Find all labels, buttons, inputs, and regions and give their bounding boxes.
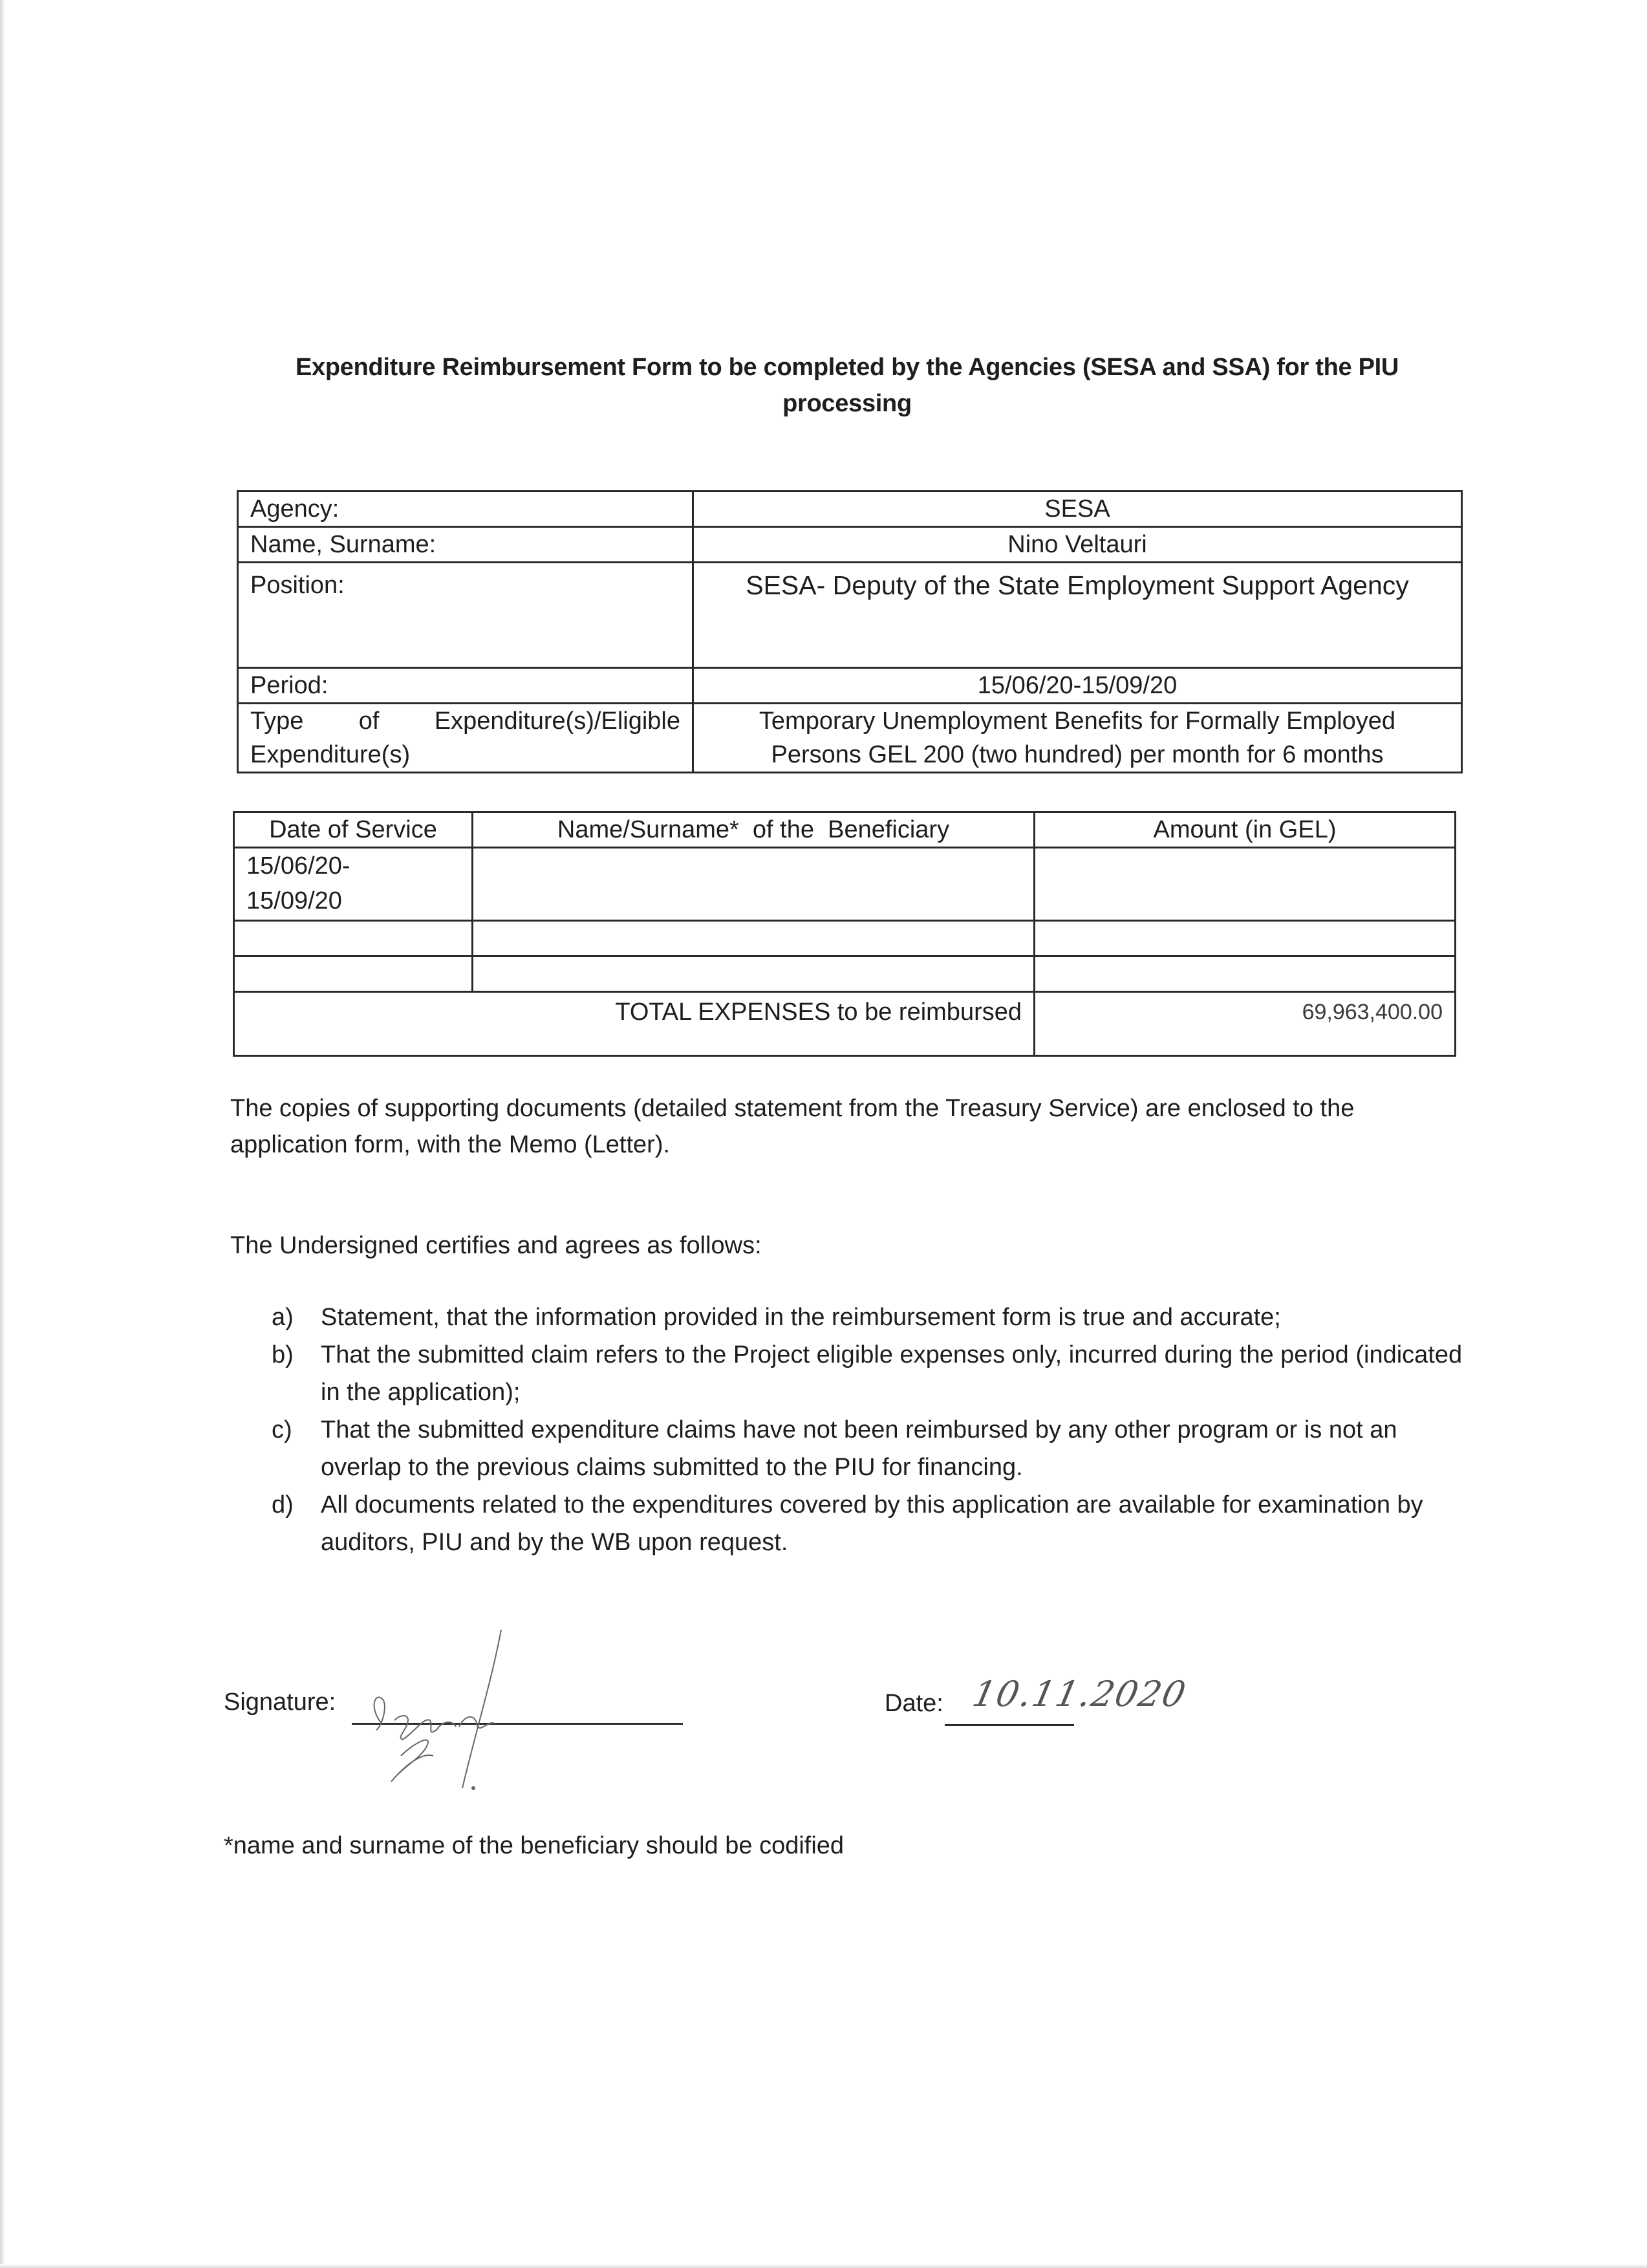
table-header-row [234, 812, 1456, 848]
expenditure-type-value [693, 704, 1462, 773]
list-item-letter: d) [272, 1491, 294, 1518]
list-item-text: That the submitted expenditure claims have not been reimbursed by any other program or is not an overlap to the previous claims submitted to the PIU for financing. [321, 1416, 1397, 1481]
date-of-service-cell [234, 848, 473, 921]
handwritten-signature [362, 1623, 608, 1791]
label-word: of [358, 707, 380, 735]
table-row [234, 921, 1456, 956]
table-row [234, 848, 1456, 921]
amount-cell [1035, 956, 1456, 992]
table-row-period [238, 668, 1462, 704]
header-date-of-service: Date of Service [234, 812, 473, 848]
list-item-letter: a) [272, 1304, 294, 1331]
date-of-service-cell [234, 921, 473, 956]
total-expenses-value: 69,963,400.00 [1035, 992, 1456, 1056]
header-amount: Amount (in GEL) [1035, 812, 1456, 848]
name-surname-value: Nino Veltauri [693, 527, 1462, 563]
date-line [945, 1724, 1074, 1726]
list-item-text: All documents related to the expenditures covered by this application are available for examination by auditors, PIU and by the WB upon request. [321, 1491, 1423, 1556]
beneficiary-name-cell [473, 848, 1035, 921]
scan-page-bottom-edge [0, 2264, 1647, 2268]
agency-value: SESA [693, 491, 1462, 527]
certifies-paragraph: The Undersigned certifies and agrees as follows: [230, 1232, 762, 1259]
list-item [272, 1336, 1474, 1411]
document-title: Expenditure Reimbursement Form to be completed by the Agencies (SESA and SSA) for the PIU processing [295, 354, 1399, 417]
expenditure-type-label-line2: Expenditure(s) [250, 741, 411, 768]
footnote: *name and surname of the beneficiary should be codified [224, 1832, 845, 1859]
list-item [272, 1486, 1474, 1561]
label-word: Expenditure(s)/Eligible [434, 707, 680, 735]
expenditure-type-label-line1 [250, 704, 680, 738]
name-surname-label: Name, Surname: [238, 527, 693, 563]
total-expenses-label: TOTAL EXPENSES to be reimbursed [234, 992, 1035, 1056]
beneficiary-table [233, 811, 1456, 1057]
table-row-name [238, 527, 1462, 563]
period-value: 15/06/20-15/09/20 [693, 668, 1462, 704]
amount-cell [1035, 921, 1456, 956]
header-beneficiary-name: Name/Surname* of the Beneficiary [473, 812, 1035, 848]
list-item-letter: b) [272, 1341, 294, 1368]
period-label: Period: [238, 668, 693, 704]
list-item-text: That the submitted claim refers to the Project eligible expenses only, incurred during the period (indicated in the application); [321, 1341, 1463, 1406]
date-line: 15/09/20 [246, 887, 342, 914]
table-row-agency [238, 491, 1462, 527]
date-label: Date: [885, 1690, 943, 1717]
list-item-letter: c) [272, 1416, 292, 1443]
beneficiary-name-cell [473, 956, 1035, 992]
expenditure-type-value-line1: Temporary Unemployment Benefits for Formally Employed [759, 707, 1396, 735]
beneficiary-name-cell [473, 921, 1035, 956]
scan-page-edge [0, 0, 5, 2268]
date-of-service-cell [234, 956, 473, 992]
handwritten-date: 10.11.2020 [969, 1674, 1190, 1714]
expenditure-type-label [238, 704, 693, 773]
agency-label: Agency: [238, 491, 693, 527]
expenditure-type-value-line2: Persons GEL 200 (two hundred) per month for 6 months [771, 741, 1384, 768]
position-label: Position: [238, 563, 693, 668]
agency-info-table [237, 490, 1463, 773]
amount-cell [1035, 848, 1456, 921]
signature-label: Signature: [224, 1689, 336, 1716]
table-row [234, 956, 1456, 992]
list-item [272, 1299, 1474, 1336]
list-item [272, 1411, 1474, 1486]
table-row-position [238, 563, 1462, 668]
position-value: SESA- Deputy of the State Employment Support Agency [693, 563, 1462, 668]
label-word: Type [250, 707, 304, 735]
date-line: 15/06/20- [246, 852, 350, 880]
total-row [234, 992, 1456, 1056]
table-row-expenditure-type [238, 704, 1462, 773]
certification-list [272, 1299, 1474, 1561]
list-item-text: Statement, that the information provided in the reimbursement form is true and accurate; [321, 1304, 1281, 1331]
supporting-documents-paragraph: The copies of supporting documents (detailed statement from the Treasury Service) are enclosed to the application form, with the Memo (Letter). [230, 1095, 1355, 1158]
